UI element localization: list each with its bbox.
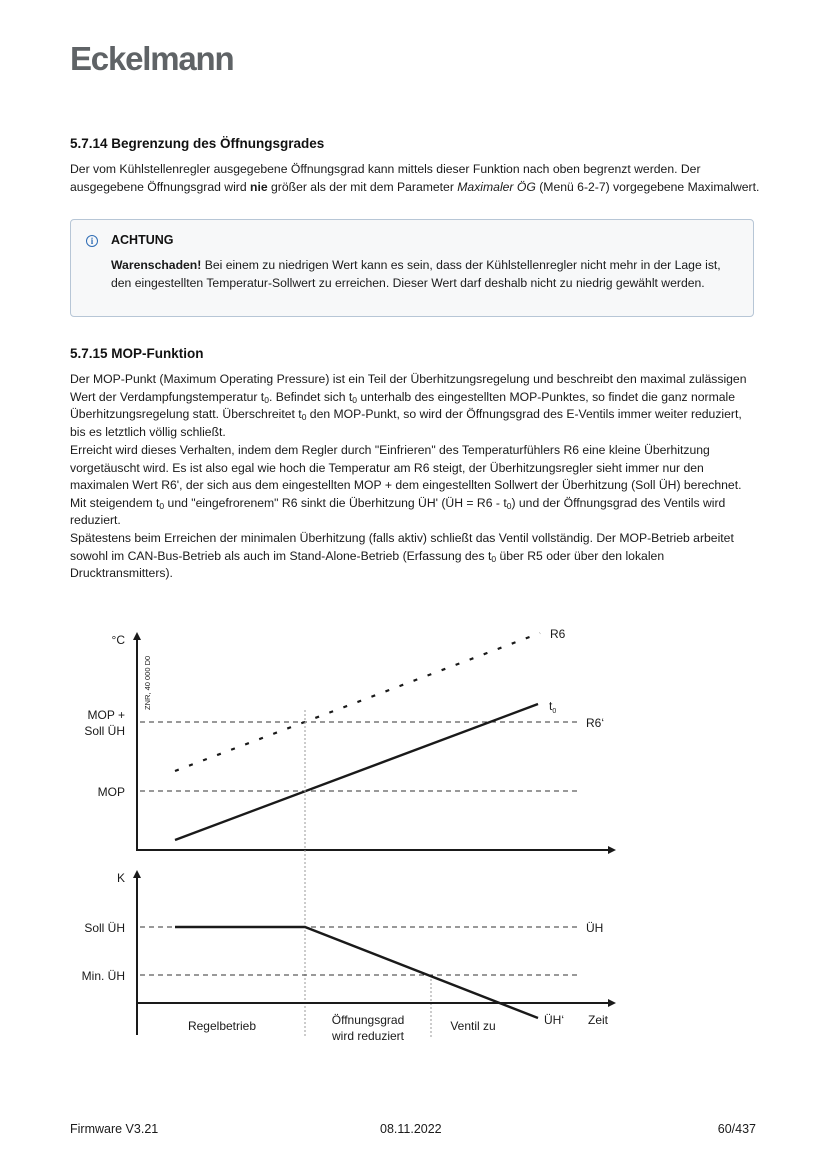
label-soll-uh: Soll ÜH: [84, 921, 125, 935]
paragraph-mop-2: Erreicht wird dieses Verhalten, indem dem Regler durch "Einfrieren" des Temperaturfühlers R6 eine kleine Überhitzung vorgetäuscht wird. Es ist also egal wie hoch die Temperatur am R6 steigt, der Überhitzungsregler sieht immer nur den maximalen Wert R6', der sich aus dem eingestellten MOP + dem eingestellten Sollwert der Überhitzung (Soll ÜH) berechnet. Mit steigendem $t_0$ und "eingefrorenem" R6 sinkt die Überhitzung ÜH' (ÜH = $R6 - t_0$) und der Öffnungsgrad des Ventils wird reduziert.: [70, 443, 742, 528]
footer-date: 08.11.2022: [380, 1122, 442, 1136]
label-min-uh: Min. ÜH: [81, 969, 125, 983]
uh-prime-line: [175, 927, 538, 1018]
phase-regelbetrieb: Regelbetrieb: [187, 1019, 257, 1033]
bottom-y-unit: K: [116, 871, 125, 885]
label-mop-soll-uh-1: MOP +: [87, 708, 125, 722]
r6-line: [175, 633, 540, 771]
footer-page-number: 60/437: [717, 1122, 756, 1136]
paragraph-5714: Der vom Kühlstellenregler ausgegebene Öffnungsgrad kann mittels dieser Funktion nach oben begrenzt werden. Der ausgegebene Öffnungsgrad wird nie größer als der mit dem Parameter Maximaler ÖG (Menü 6-2-7) vorgegebene Maximalwert.: [70, 162, 760, 194]
eckelmann-logo: Eckelmann: [70, 40, 234, 77]
info-icon: i: [86, 235, 98, 247]
notice-title: ACHTUNG: [111, 233, 174, 247]
section-heading-5714: 5.7.14 Begrenzung des Öffnungsgrades: [70, 136, 325, 151]
top-y-unit: °C: [111, 633, 125, 647]
label-r6: R6: [550, 627, 566, 641]
label-mop-soll-uh-2: Soll ÜH: [84, 724, 125, 738]
notice-text: Warenschaden! Bei einem zu niedrigen Wert kann es sein, dass der Kühlstellenregler nicht mehr in der Lage ist, den eingestellten Temperatur-Sollwert zu erreichen. Dieser Wert darf deshalb nicht zu niedrig gewählt werden.: [111, 258, 721, 290]
label-uh: ÜH: [586, 921, 604, 935]
phase-reduziert-1: Öffnungsgrad: [331, 1013, 405, 1027]
label-mop: MOP: [97, 785, 125, 799]
label-r6-prime: R6‘: [586, 716, 605, 730]
label-zeit: Zeit: [588, 1013, 609, 1027]
label-uh-prime: ÜH‘: [544, 1013, 564, 1027]
phase-reduziert-2: wird reduziert: [331, 1029, 405, 1043]
drawing-number: ZNR, 40 000 D0: [143, 655, 152, 710]
paragraph-mop-3: Spätestens beim Erreichen der minimalen Überhitzung (falls aktiv) schließt das Ventil vollständig. Der MOP-Betrieb arbeitet sowohl im CAN-Bus-Betrieb als auch im Stand-Alone-Betrieb (Erfassung des $t_0$ über R5 oder über den lokalen Drucktransmitters).: [70, 531, 734, 581]
phase-ventil-zu: Ventil zu: [450, 1019, 496, 1033]
label-t0: $t_0$: [549, 699, 557, 715]
paragraph-mop-1: Der MOP-Punkt (Maximum Operating Pressure) ist ein Teil der Überhitzungsregelung und beschreibt den maximal zulässigen Wert der Verdampfungstemperatur $t_0$. Befindet sich $t_0$ unterhalb des eingestellten MOP-Punktes, so findet die ganz normale Überhitzungsregelung statt. Überschreitet $t_0$ den MOP-Punkt, so wird der Öffnungsgrad des E-Ventils immer weiter reduziert, bis es letztlich völlig schließt.: [70, 372, 747, 439]
section-heading-5715: 5.7.15 MOP-Funktion: [70, 346, 204, 361]
t0-line: [175, 704, 538, 840]
footer-firmware: Firmware V3.21: [70, 1122, 159, 1136]
